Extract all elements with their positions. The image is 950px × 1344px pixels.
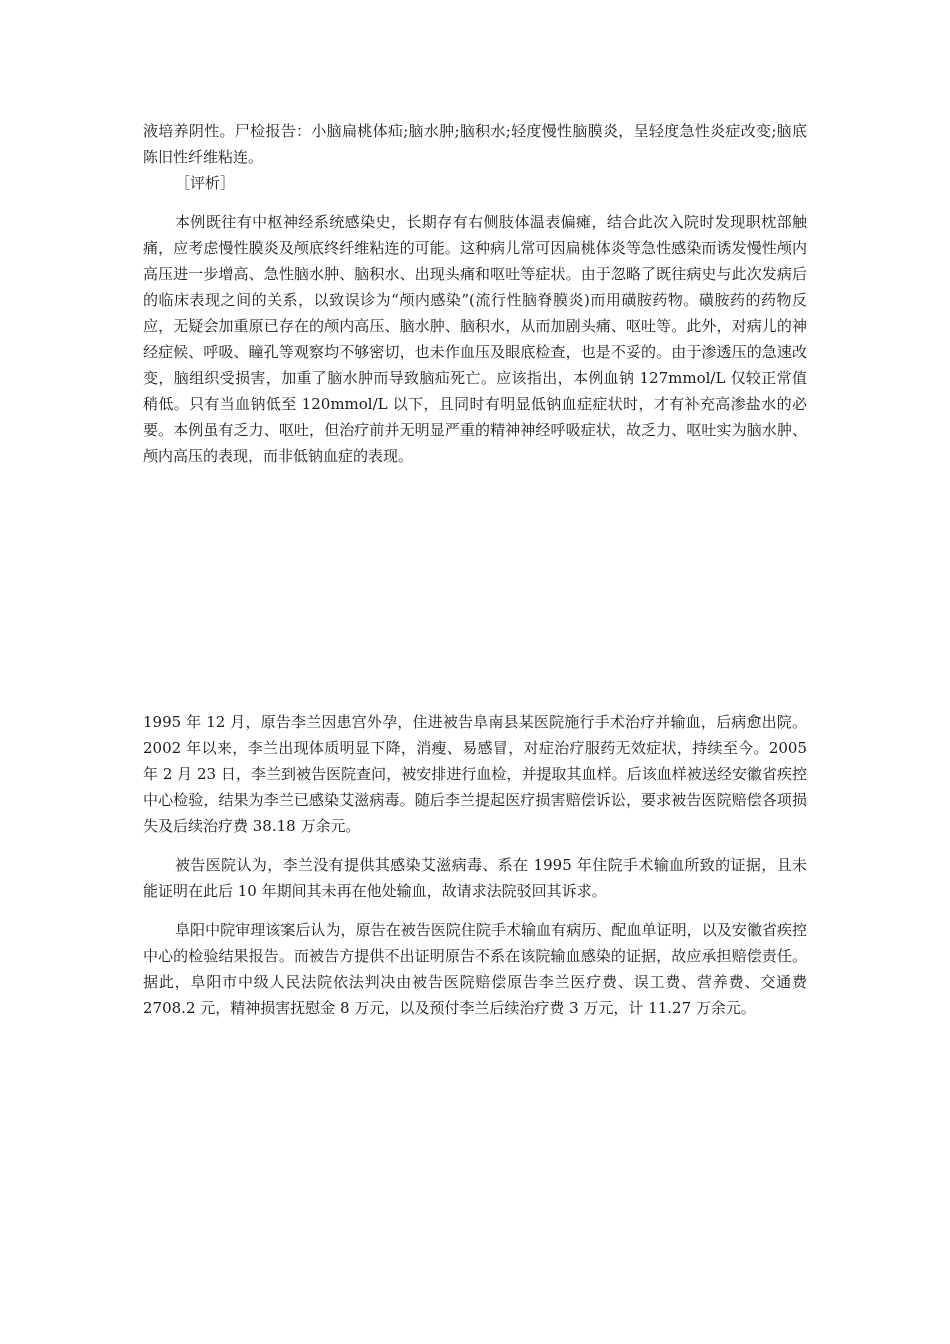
autopsy-report-paragraph: 液培养阴性。尸检报告：小脑扁桃体疝;脑水肿;脑积水;轻度慢性脑膜炎，呈轻度急性炎症改变;脑底陈旧性纤维粘连。 [143,122,807,166]
legal-case-section [143,709,807,1021]
medical-case-section [143,118,807,469]
defendant-argument-paragraph: 被告医院认为，李兰没有提供其感染艾滋病毒、系在 1995 年住院手术输血所致的证据，且未能证明在此后 10 年期间其未再在他处输血，故请求法院驳回其诉求。 [143,856,807,900]
case-facts-paragraph: 1995 年 12 月，原告李兰因患宫外孕，住进被告阜南县某医院施行手术治疗并输血，后病愈出院。2002 年以来，李兰出现体质明显下降，消瘦、易感冒，对症治疗服药无效症状，持续至今。2005 年 2 月 23 日，李兰到被告医院查问，被安排进行血检，并提取其血样。后该血样被送经安徽省疾控中心检验，结果为李兰已感染艾滋病毒。随后李兰提起医疗损害赔偿诉讼，要求被告医院赔偿各项损失及后续治疗费 38.18 万余元。 [143,713,807,835]
commentary-heading: ［评析］ [175,174,236,192]
court-ruling-paragraph: 阜阳中院审理该案后认为，原告在被告医院住院手术输血有病历、配血单证明，以及安徽省疾控中心的检验结果报告。而被告方提供不出证明原告不系在该院输血感染的证据，故应承担赔偿责任。据此，阜阳市中级人民法院依法判决由被告医院赔偿原告李兰医疗费、误工费、营养费、交通费 2708.2 元，精神损害抚慰金 8 万元，以及预付李兰后续治疗费 3 万元，计 11.27 万余元。 [143,921,807,1017]
commentary-paragraph: 本例既往有中枢神经系统感染史，长期存有右侧肢体温表偏瘫，结合此次入院时发现职枕部触痛，应考虑慢性膜炎及颅底终纤维粘连的可能。这种病儿常可因扁桃体炎等急性感染而诱发慢性颅内高压进一步增高、急性脑水肿、脑积水、出现头痛和呕吐等症状。由于忽略了既往病史与此次发病后的临床表现之间的关系，以致误诊为“颅内感染”(流行性脑脊膜炎)而用磺胺药物。磺胺药的药物反应，无疑会加重原已存在的颅内高压、脑水肿、脑积水，从而加剧头痛、呕吐等。此外，对病儿的神经症候、呼吸、瞳孔等观察均不够密切，也未作血压及眼底检查，也是不妥的。由于渗透压的急速改变，脑组织受损害，加重了脑水肿而导致脑疝死亡。应该指出，本例血钠 127mmol/L 仅较正常值稍低。只有当血钠低至 120mmol/L 以下，且同时有明显低钠血症症状时，才有补充高渗盐水的必要。本例虽有乏力、呕吐，但治疗前并无明显严重的精神神经呼吸症状，故乏力、呕吐实为脑水肿、颅内高压的表现，而非低钠血症的表现。 [143,213,807,465]
